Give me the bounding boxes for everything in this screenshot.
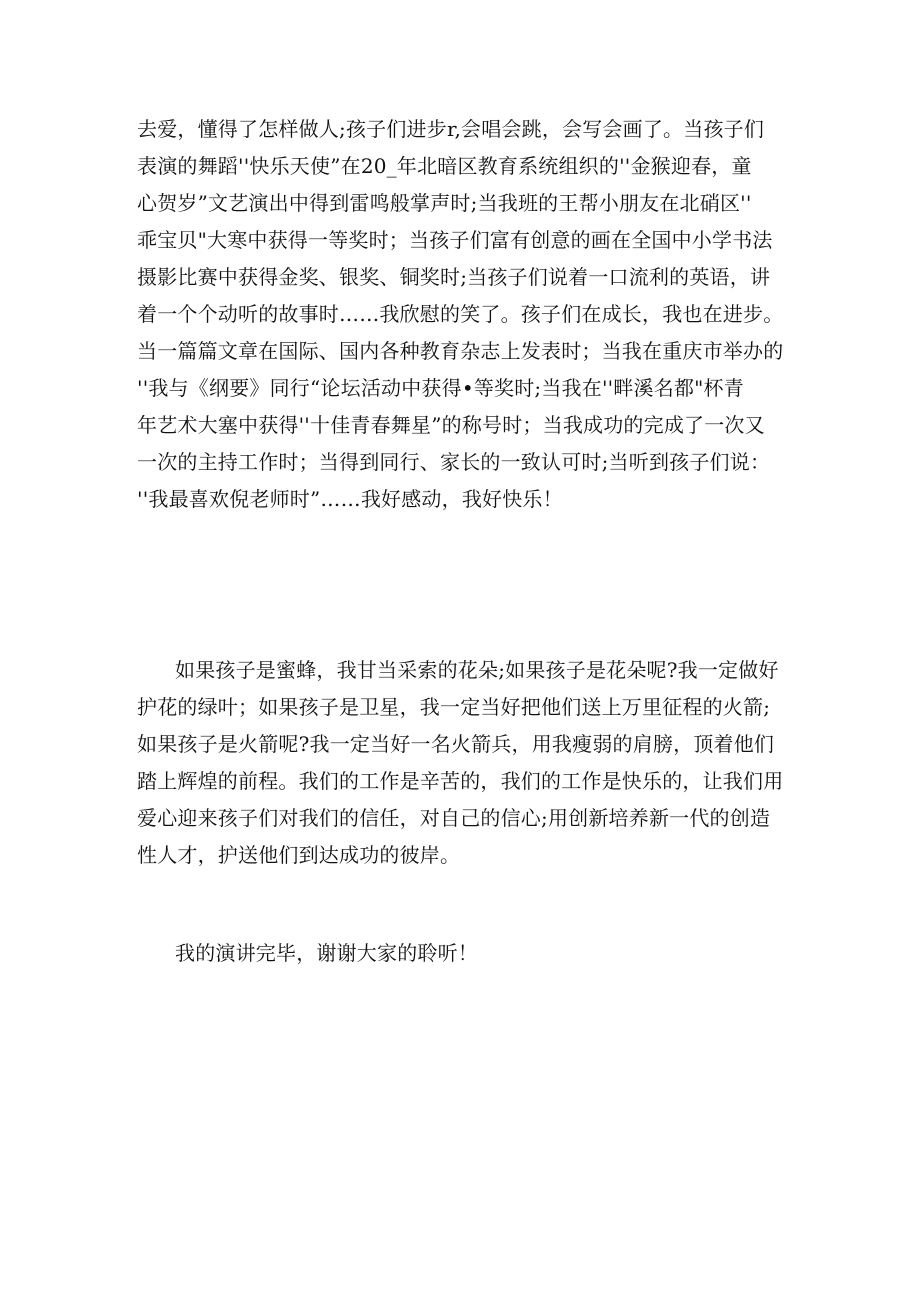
paragraph-line: 着一个个动听的故事时……我欣慰的笑了。孩子们在成长，我也在进步。 — [137, 302, 784, 326]
paragraph-line: 表演的舞蹈''快乐天使”在20_年北暗区教育系统组织的''金猴迎春，童 — [137, 154, 752, 178]
paragraph-line: 心贺岁”文艺演出中得到雷鸣般掌声时;当我班的王帮小朋友在北硝区'' — [137, 191, 752, 215]
paragraph-line: 去爱，懂得了怎样做人;孩子们进步r,会唱会跳，会写会画了。当孩子们 — [137, 117, 765, 141]
paragraph-line: 爱心迎来孩子们对我们的信任，对自己的信心;用创新培养新一代的创造 — [137, 806, 771, 830]
paragraph-line: 踏上辉煌的前程。我们的工作是辛苦的，我们的工作是快乐的，让我们用 — [137, 769, 784, 793]
paragraph-3 — [137, 935, 787, 972]
paragraph-line: 如果孩子是火箭呢?我一定当好一名火箭兵，用我瘦弱的肩膀，顶着他们 — [137, 732, 775, 756]
paragraph-1 — [137, 111, 787, 518]
paragraph-line: 我的演讲完毕，谢谢大家的聆听！ — [175, 941, 478, 965]
paragraph-line: 性人才，护送他们到达成功的彼岸。 — [137, 843, 461, 867]
paragraph-line: 护花的绿叶；如果孩子是卫星，我一定当好把他们送上万里征程的火箭; — [137, 695, 771, 719]
paragraph-line: 如果孩子是蜜蜂，我甘当采索的花朵;如果孩子是花朵呢?我一定做好 — [175, 658, 779, 682]
paragraph-line: 一次的主持工作时；当得到同行、家长的一致认可时;当听到孩子们说： — [137, 450, 771, 474]
paragraph-line: ''我与《纲要》同行“论坛活动中获得•等奖时;当我在''畔溪名都"杯青 — [137, 376, 744, 400]
paragraph-line: 乖宝贝"大寒中获得一等奖时；当孩子们富有创意的画在全国中小学书法 — [137, 228, 773, 252]
paragraph-line: 摄影比赛中获得金奖、银奖、铜奖时;当孩子们说着一口流利的英语，讲 — [137, 265, 771, 289]
paragraph-2 — [137, 652, 787, 874]
paragraph-line: 年艺术大塞中获得''十佳青春舞星”的称号时；当我成功的完成了一次又 — [137, 413, 765, 437]
paragraph-line: 当一篇篇文章在国际、国内各种教育杂志上发表时；当我在重庆市举办的 — [137, 339, 784, 363]
paragraph-line: ''我最喜欢倪老师时”……我好感动，我好快乐！ — [137, 487, 563, 511]
